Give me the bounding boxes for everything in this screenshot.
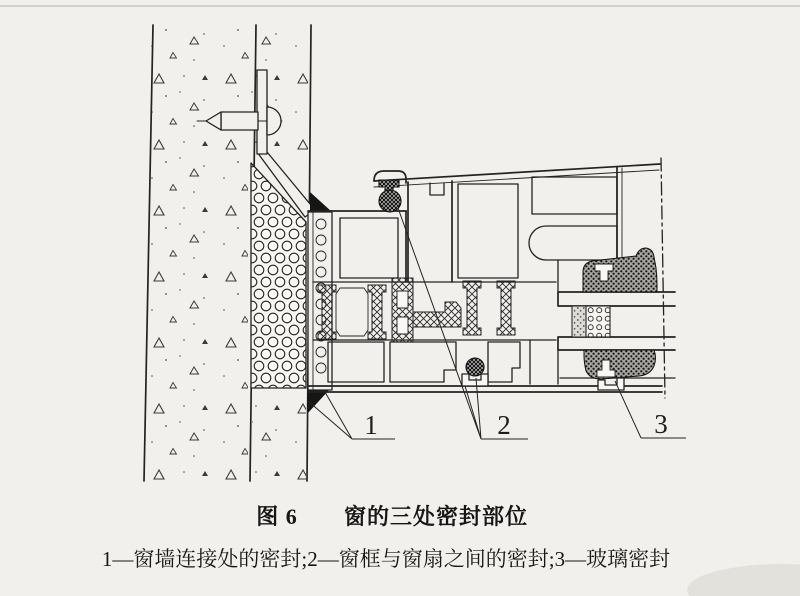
callout-3 — [615, 381, 686, 439]
callout-3-label: 3 — [654, 409, 668, 439]
edge-sealant — [572, 306, 586, 337]
callout-1-label: 1 — [364, 410, 378, 440]
callout-1-leader — [308, 392, 395, 439]
glass-pane-inner — [558, 337, 675, 350]
seal-1-top-triangle — [310, 192, 332, 212]
callout-1 — [308, 392, 395, 440]
callout-2-label: 2 — [497, 410, 511, 440]
figure-number: 图 6 — [256, 504, 298, 529]
glass-spacer — [586, 306, 610, 337]
glass-pane-outer — [558, 292, 675, 306]
scan-shadow — [687, 564, 800, 596]
frame-sash-gasket-bottom — [462, 358, 488, 386]
concrete-texture — [146, 155, 248, 481]
sash-bottom-chambers — [390, 342, 520, 382]
concrete-texture — [252, 392, 306, 480]
callout-3-leader — [615, 381, 686, 438]
glazing-gasket-bottom — [584, 350, 656, 390]
figure-legend: 1—窗墙连接处的密封;2—窗框与窗扇之间的密封;3—玻璃密封 — [101, 547, 671, 571]
frame-sash-gasket-top — [379, 180, 401, 212]
glass-centerline — [661, 158, 665, 398]
glazing-gasket-top — [583, 248, 657, 292]
concrete-texture — [146, 27, 308, 155]
figure-title: 窗的三处密封部位 — [343, 504, 529, 529]
